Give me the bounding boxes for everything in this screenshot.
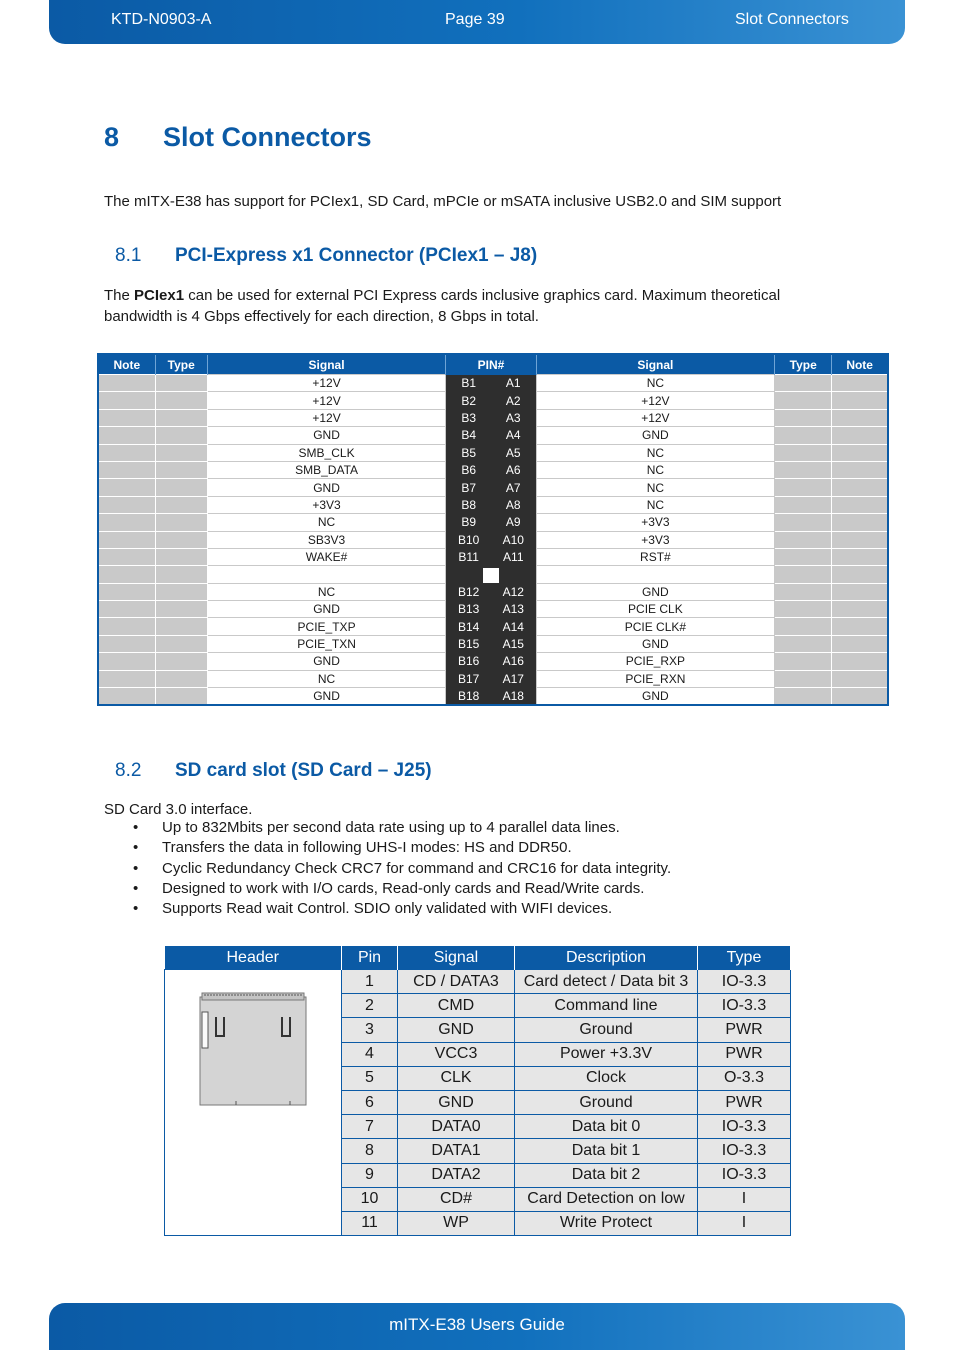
pin-a-cell: A17: [491, 670, 536, 687]
description-cell: Ground: [515, 1090, 698, 1114]
type-cell: [155, 375, 207, 392]
pin-b-cell: B11: [446, 548, 491, 565]
type-cell: IO-3.3: [698, 1115, 791, 1139]
pin-a-cell: A18: [491, 688, 536, 706]
section-number: 8.2: [115, 760, 142, 781]
signal-cell: CLK: [398, 1066, 515, 1090]
signal-cell: NC: [207, 514, 446, 531]
signal-cell: +12V: [207, 409, 446, 426]
table-row: [98, 635, 888, 652]
bullet-icon: •: [133, 819, 139, 836]
type-cell: [155, 461, 207, 478]
col-header: PIN#: [446, 354, 536, 375]
section-title: SD card slot (SD Card – J25): [175, 760, 432, 781]
type-cell: [775, 392, 832, 409]
table-row: [98, 444, 888, 461]
note-cell: [832, 444, 888, 461]
pin-b-cell: B3: [446, 409, 491, 426]
sd-feature-list: [104, 818, 671, 919]
pin-b-cell: B14: [446, 618, 491, 635]
pin-a-cell: A5: [491, 444, 536, 461]
signal-cell: GND: [207, 653, 446, 670]
type-cell: [775, 444, 832, 461]
note-cell: [98, 548, 155, 565]
pin-cell: 7: [342, 1115, 398, 1139]
signal-cell: GND: [536, 688, 775, 706]
signal-cell: RST#: [536, 548, 775, 565]
page-footer: [49, 1303, 905, 1350]
pin-a-cell: A16: [491, 653, 536, 670]
signal-cell: +12V: [207, 392, 446, 409]
signal-cell: PCIE_TXP: [207, 618, 446, 635]
table-row: [98, 461, 888, 478]
table-row: [98, 688, 888, 706]
type-cell: [775, 514, 832, 531]
type-cell: [155, 531, 207, 548]
signal-cell: [536, 566, 775, 583]
note-cell: [832, 670, 888, 687]
note-cell: [832, 375, 888, 392]
pin-cell: 3: [342, 1018, 398, 1042]
type-cell: [155, 427, 207, 444]
description-cell: Command line: [515, 994, 698, 1018]
table-header-row: [98, 354, 888, 375]
note-cell: [832, 514, 888, 531]
type-cell: [155, 514, 207, 531]
signal-cell: NC: [536, 479, 775, 496]
signal-cell: SMB_DATA: [207, 461, 446, 478]
table-row: [98, 548, 888, 565]
table-row: [98, 392, 888, 409]
type-cell: [775, 409, 832, 426]
pin-a-cell: A8: [491, 496, 536, 513]
type-cell: [155, 635, 207, 652]
signal-cell: PCIE CLK: [536, 601, 775, 618]
table-row: [98, 496, 888, 513]
signal-cell: GND: [536, 635, 775, 652]
pin-a-cell: A10: [491, 531, 536, 548]
note-cell: [832, 583, 888, 600]
pin-b-cell: B13: [446, 601, 491, 618]
chapter-title: Slot Connectors: [163, 122, 372, 152]
type-cell: PWR: [698, 1042, 791, 1066]
type-cell: [775, 461, 832, 478]
type-cell: [155, 479, 207, 496]
type-cell: [155, 496, 207, 513]
signal-cell: SB3V3: [207, 531, 446, 548]
note-cell: [98, 566, 155, 583]
description-cell: Clock: [515, 1066, 698, 1090]
type-cell: PWR: [698, 1090, 791, 1114]
list-item: [133, 818, 671, 838]
type-cell: [155, 653, 207, 670]
signal-cell: GND: [536, 427, 775, 444]
type-cell: [155, 583, 207, 600]
pin-b-cell: B4: [446, 427, 491, 444]
pin-cell: 8: [342, 1139, 398, 1163]
pin-b-cell: B2: [446, 392, 491, 409]
signal-cell: CD / DATA3: [398, 970, 515, 994]
bullet-icon: •: [133, 839, 139, 857]
type-cell: IO-3.3: [698, 1163, 791, 1187]
signal-cell: NC: [207, 583, 446, 600]
note-cell: [832, 427, 888, 444]
note-cell: [98, 375, 155, 392]
pin-cell: 6: [342, 1090, 398, 1114]
signal-cell: +12V: [536, 409, 775, 426]
table-row: [98, 514, 888, 531]
bullet-icon: •: [133, 859, 139, 877]
signal-cell: NC: [536, 496, 775, 513]
signal-cell: +12V: [207, 375, 446, 392]
note-cell: [98, 461, 155, 478]
type-cell: [775, 496, 832, 513]
type-cell: [775, 375, 832, 392]
footer-title: mITX-E38 Users Guide: [389, 1315, 565, 1334]
type-cell: [155, 548, 207, 565]
note-cell: [98, 635, 155, 652]
note-cell: [98, 653, 155, 670]
chapter-number: 8: [104, 122, 120, 152]
type-cell: [775, 479, 832, 496]
signal-cell: GND: [398, 1090, 515, 1114]
pin-b-cell: B9: [446, 514, 491, 531]
pin-a-cell: A4: [491, 427, 536, 444]
description-cell: Data bit 1: [515, 1139, 698, 1163]
type-cell: [775, 548, 832, 565]
bullet-icon: •: [133, 879, 139, 897]
type-cell: [775, 670, 832, 687]
list-item-text: Up to 832Mbits per second data rate using up to 4 parallel data lines.: [162, 819, 620, 836]
pin-b-cell: B18: [446, 688, 491, 706]
description-cell: Card detect / Data bit 3: [515, 970, 698, 994]
pin-a-cell: A13: [491, 601, 536, 618]
type-cell: [775, 601, 832, 618]
col-header: Type: [775, 354, 832, 375]
signal-cell: +3V3: [536, 531, 775, 548]
section-title: PCI-Express x1 Connector (PCIex1 – J8): [175, 245, 538, 266]
pin-cell: 11: [342, 1211, 398, 1235]
section-heading-pcie: [115, 245, 537, 267]
signal-cell: GND: [536, 583, 775, 600]
pin-cell: 4: [342, 1042, 398, 1066]
note-cell: [98, 409, 155, 426]
signal-cell: SMB_CLK: [207, 444, 446, 461]
description-cell: Data bit 0: [515, 1115, 698, 1139]
type-cell: [775, 583, 832, 600]
signal-cell: GND: [207, 601, 446, 618]
type-cell: [775, 688, 832, 706]
note-cell: [98, 583, 155, 600]
pin-b-cell: B16: [446, 653, 491, 670]
type-cell: [155, 444, 207, 461]
note-cell: [832, 688, 888, 706]
signal-cell: +3V3: [536, 514, 775, 531]
table-row: [98, 409, 888, 426]
signal-cell: [207, 566, 446, 583]
note-cell: [98, 531, 155, 548]
pin-cell: 1: [342, 970, 398, 994]
table-row: [98, 566, 888, 583]
text: can be used for external PCI Express cards inclusive graphics card. Maximum theoretical bandwidth is 4 Gbps effectively for each direction, 8 Gbps in total.: [104, 287, 781, 325]
note-cell: [98, 688, 155, 706]
description-cell: Card Detection on low: [515, 1187, 698, 1211]
signal-cell: NC: [536, 375, 775, 392]
signal-cell: DATA0: [398, 1115, 515, 1139]
note-cell: [832, 635, 888, 652]
sd-connector-image: [198, 992, 308, 1108]
signal-cell: WAKE#: [207, 548, 446, 565]
type-cell: [775, 618, 832, 635]
signal-cell: DATA2: [398, 1163, 515, 1187]
note-cell: [98, 427, 155, 444]
connector-key: [483, 568, 499, 583]
type-cell: [775, 653, 832, 670]
signal-cell: WP: [398, 1211, 515, 1235]
note-cell: [98, 496, 155, 513]
type-cell: IO-3.3: [698, 1139, 791, 1163]
note-cell: [832, 566, 888, 583]
pin-b-cell: B5: [446, 444, 491, 461]
signal-cell: VCC3: [398, 1042, 515, 1066]
type-cell: [775, 566, 832, 583]
table-row: [98, 531, 888, 548]
list-item: [133, 859, 672, 879]
pin-b-cell: B10: [446, 531, 491, 548]
pin-cell: 10: [342, 1187, 398, 1211]
note-cell: [832, 531, 888, 548]
type-cell: [775, 427, 832, 444]
note-cell: [832, 653, 888, 670]
table-header-row: [165, 946, 791, 970]
type-cell: [155, 392, 207, 409]
pin-a-cell: A14: [491, 618, 536, 635]
pin-b-cell: B17: [446, 670, 491, 687]
note-cell: [98, 618, 155, 635]
pin-b-cell: B6: [446, 461, 491, 478]
signal-cell: PCIE_RXP: [536, 653, 775, 670]
col-header: Note: [98, 354, 155, 375]
list-item-text: Transfers the data in following UHS-I modes: HS and DDR50.: [162, 839, 572, 857]
intro-paragraph: The mITX-E38 has support for PCIex1, SD Card, mPCIe or mSATA inclusive USB2.0 and SIM support: [104, 193, 782, 210]
note-cell: [98, 514, 155, 531]
note-cell: [832, 479, 888, 496]
pin-a-cell: A6: [491, 461, 536, 478]
table-row: [98, 618, 888, 635]
signal-cell: CD#: [398, 1187, 515, 1211]
pin-b-cell: B15: [446, 635, 491, 652]
signal-cell: CMD: [398, 994, 515, 1018]
pin-a-cell: A1: [491, 375, 536, 392]
list-item-text: Designed to work with I/O cards, Read-only cards and Read/Write cards.: [162, 879, 645, 897]
pin-cell: 9: [342, 1163, 398, 1187]
pin-a-cell: A3: [491, 409, 536, 426]
pin-a-cell: A9: [491, 514, 536, 531]
col-header: Signal: [536, 354, 775, 375]
signal-cell: GND: [207, 688, 446, 706]
table-row: [98, 601, 888, 618]
pin-b-cell: B8: [446, 496, 491, 513]
note-cell: [832, 618, 888, 635]
note-cell: [98, 670, 155, 687]
type-cell: IO-3.3: [698, 970, 791, 994]
col-header: Signal: [207, 354, 446, 375]
signal-cell: PCIE CLK#: [536, 618, 775, 635]
table-row: [98, 427, 888, 444]
pin-a-cell: A15: [491, 635, 536, 652]
header-image-cell: [165, 970, 342, 1236]
table-row: [98, 479, 888, 496]
pcie-description: [104, 285, 824, 327]
type-cell: [155, 601, 207, 618]
signal-cell: NC: [536, 444, 775, 461]
col-header: Signal: [398, 946, 515, 970]
signal-cell: PCIE_RXN: [536, 670, 775, 687]
signal-cell: GND: [207, 479, 446, 496]
pin-b-cell: B1: [446, 375, 491, 392]
type-cell: [155, 670, 207, 687]
signal-cell: GND: [398, 1018, 515, 1042]
table-row: [98, 375, 888, 392]
pcie-pinout-table: [97, 353, 889, 706]
type-cell: [155, 566, 207, 583]
key-cell: [446, 566, 536, 583]
list-item-text: Supports Read wait Control. SDIO only validated with WIFI devices.: [162, 900, 613, 918]
type-cell: [155, 688, 207, 706]
note-cell: [98, 479, 155, 496]
doc-id: KTD-N0903-A: [111, 11, 212, 28]
section-heading-sd: [115, 760, 432, 782]
page-header: [49, 0, 905, 44]
description-cell: Write Protect: [515, 1211, 698, 1235]
signal-cell: PCIE_TXN: [207, 635, 446, 652]
table-row: [98, 653, 888, 670]
pin-b-cell: B12: [446, 583, 491, 600]
description-cell: Ground: [515, 1018, 698, 1042]
type-cell: I: [698, 1187, 791, 1211]
pin-cell: 5: [342, 1066, 398, 1090]
list-item: [133, 838, 671, 858]
col-header: Header: [165, 946, 342, 970]
description-cell: Data bit 2: [515, 1163, 698, 1187]
pin-b-cell: B7: [446, 479, 491, 496]
type-cell: IO-3.3: [698, 994, 791, 1018]
table-row: [165, 970, 791, 994]
col-header: Description: [515, 946, 698, 970]
col-header: Note: [832, 354, 888, 375]
type-cell: [775, 635, 832, 652]
signal-cell: +3V3: [207, 496, 446, 513]
list-item-text: Cyclic Redundancy Check CRC7 for command and CRC16 for data integrity.: [162, 859, 672, 877]
section-number: 8.1: [115, 245, 142, 266]
table-row: [98, 583, 888, 600]
pin-a-cell: A12: [491, 583, 536, 600]
note-cell: [832, 548, 888, 565]
header-section: Slot Connectors: [735, 11, 849, 28]
type-cell: [155, 618, 207, 635]
bullet-icon: •: [133, 900, 139, 918]
pin-cell: 2: [342, 994, 398, 1018]
note-cell: [832, 496, 888, 513]
note-cell: [98, 444, 155, 461]
type-cell: PWR: [698, 1018, 791, 1042]
pin-a-cell: A11: [491, 548, 536, 565]
note-cell: [832, 392, 888, 409]
sd-intro: SD Card 3.0 interface.: [104, 801, 253, 818]
signal-cell: NC: [207, 670, 446, 687]
list-item: [133, 899, 671, 919]
page-number: Page 39: [445, 11, 505, 28]
bold-term: PCIex1: [134, 287, 185, 304]
type-cell: [775, 531, 832, 548]
col-header: Type: [698, 946, 791, 970]
description-cell: Power +3.3V: [515, 1042, 698, 1066]
type-cell: [155, 409, 207, 426]
pin-a-cell: A2: [491, 392, 536, 409]
note-cell: [832, 461, 888, 478]
note-cell: [832, 601, 888, 618]
text: The: [104, 287, 135, 304]
sd-pinout-table: [164, 946, 791, 1236]
pin-a-cell: A7: [491, 479, 536, 496]
signal-cell: GND: [207, 427, 446, 444]
signal-cell: +12V: [536, 392, 775, 409]
signal-cell: DATA1: [398, 1139, 515, 1163]
note-cell: [98, 601, 155, 618]
note-cell: [98, 392, 155, 409]
note-cell: [832, 409, 888, 426]
table-row: [98, 670, 888, 687]
col-header: Pin: [342, 946, 398, 970]
signal-cell: NC: [536, 461, 775, 478]
type-cell: O-3.3: [698, 1066, 791, 1090]
list-item: [133, 879, 671, 899]
type-cell: I: [698, 1211, 791, 1235]
col-header: Type: [155, 354, 207, 375]
chapter-heading: [104, 122, 372, 153]
